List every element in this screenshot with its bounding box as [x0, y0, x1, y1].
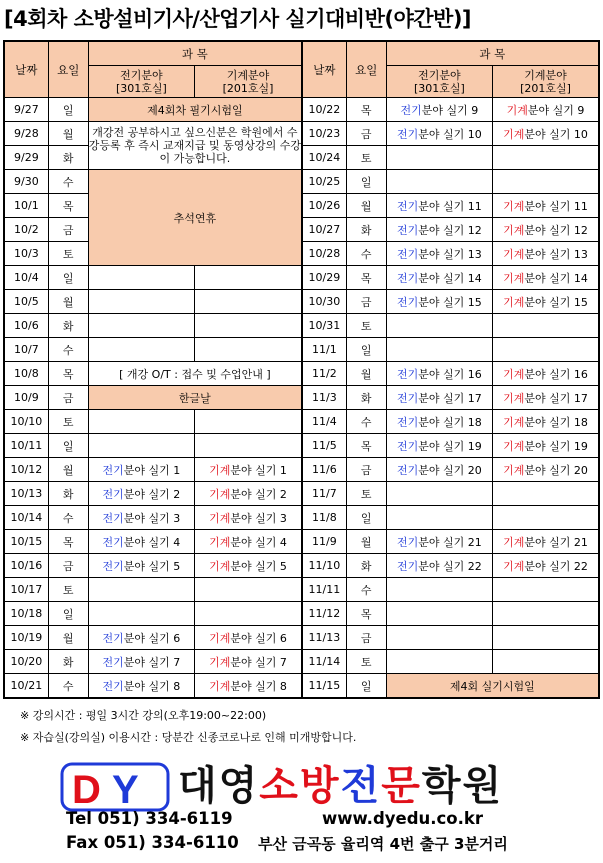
mech-class-cell — [195, 290, 302, 314]
elec-class-cell — [88, 266, 194, 290]
day-cell: 화 — [48, 146, 88, 170]
header-elec: 전기분야 [301호실] — [386, 66, 492, 98]
header-day: 요일 — [346, 41, 386, 98]
mech-class-cell — [195, 602, 302, 626]
header-subject: 과 목 — [88, 41, 302, 66]
elec-class-cell: 전기분야 실기 3 — [88, 506, 194, 530]
day-cell: 월 — [48, 290, 88, 314]
elec-class-cell — [88, 410, 194, 434]
elec-class-cell: 전기분야 실기 22 — [386, 554, 492, 578]
mech-class-cell: 기계분야 실기 7 — [195, 650, 302, 674]
date-cell: 10/10 — [4, 410, 48, 434]
fax: Fax 051) 334-6110 — [66, 833, 239, 852]
academy-logo — [60, 760, 170, 814]
day-cell: 토 — [346, 482, 386, 506]
svg-text:D: D — [72, 768, 101, 812]
date-cell: 9/27 — [4, 98, 48, 122]
date-cell: 10/27 — [302, 218, 346, 242]
table-row — [4, 650, 599, 674]
footer — [0, 752, 603, 863]
date-cell: 11/12 — [302, 602, 346, 626]
mech-class-cell — [195, 410, 302, 434]
mech-class-cell: 기계분야 실기 3 — [195, 506, 302, 530]
mech-class-cell — [493, 626, 599, 650]
elec-class-cell — [88, 338, 194, 362]
date-cell: 10/26 — [302, 194, 346, 218]
mech-class-cell — [195, 314, 302, 338]
table-row — [4, 266, 599, 290]
date-cell: 11/4 — [302, 410, 346, 434]
header-mech: 기계분야 [201호실] — [195, 66, 302, 98]
elec-class-cell: 전기분야 실기 18 — [386, 410, 492, 434]
date-cell: 10/16 — [4, 554, 48, 578]
table-row — [4, 170, 599, 194]
day-cell: 목 — [346, 266, 386, 290]
notice-cell: 개강전 공부하시고 싶으신분은 학원에서 수강등록 후 즉시 교재지급 및 동영상강의 수강이 가능합니다. — [88, 122, 302, 170]
day-cell: 일 — [48, 602, 88, 626]
table-row — [4, 290, 599, 314]
table-row — [4, 434, 599, 458]
mech-class-cell — [493, 338, 599, 362]
date-cell: 10/5 — [4, 290, 48, 314]
date-cell: 11/9 — [302, 530, 346, 554]
date-cell: 10/11 — [4, 434, 48, 458]
hangul-day-cell: 한글날 — [88, 386, 302, 410]
header-subject: 과 목 — [386, 41, 599, 66]
day-cell: 화 — [48, 314, 88, 338]
mech-class-cell: 기계분야 실기 5 — [195, 554, 302, 578]
mech-class-cell: 기계분야 실기 18 — [493, 410, 599, 434]
day-cell: 일 — [48, 266, 88, 290]
day-cell: 금 — [48, 386, 88, 410]
mech-class-cell: 기계분야 실기 15 — [493, 290, 599, 314]
header-date: 날짜 — [302, 41, 346, 98]
elec-class-cell — [88, 290, 194, 314]
written-exam-cell: 제4회차 필기시험일 — [88, 98, 302, 122]
elec-class-cell: 전기분야 실기 10 — [386, 122, 492, 146]
mech-class-cell — [493, 506, 599, 530]
orientation-cell: [ 개강 O/T : 접수 및 수업안내 ] — [88, 362, 302, 386]
mech-class-cell — [493, 578, 599, 602]
elec-class-cell: 전기분야 실기 1 — [88, 458, 194, 482]
header-elec: 전기분야 [301호실] — [88, 66, 194, 98]
elec-class-cell: 전기분야 실기 4 — [88, 530, 194, 554]
mech-class-cell — [493, 314, 599, 338]
table-row — [4, 362, 599, 386]
mech-class-cell: 기계분야 실기 21 — [493, 530, 599, 554]
mech-class-cell: 기계분야 실기 19 — [493, 434, 599, 458]
date-cell: 11/2 — [302, 362, 346, 386]
date-cell: 10/6 — [4, 314, 48, 338]
day-cell: 토 — [346, 650, 386, 674]
day-cell: 금 — [48, 554, 88, 578]
tel: Tel 051) 334-6119 — [66, 809, 233, 828]
date-cell: 11/1 — [302, 338, 346, 362]
elec-class-cell: 전기분야 실기 14 — [386, 266, 492, 290]
schedule-table — [3, 40, 600, 699]
mech-class-cell: 기계분야 실기 12 — [493, 218, 599, 242]
elec-class-cell — [386, 650, 492, 674]
day-cell: 수 — [346, 242, 386, 266]
day-cell: 화 — [346, 386, 386, 410]
mech-class-cell: 기계분야 실기 6 — [195, 626, 302, 650]
elec-class-cell: 전기분야 실기 5 — [88, 554, 194, 578]
day-cell: 일 — [48, 98, 88, 122]
day-cell: 일 — [346, 170, 386, 194]
table-row — [4, 410, 599, 434]
table-row — [4, 482, 599, 506]
elec-class-cell: 전기분야 실기 7 — [88, 650, 194, 674]
date-cell: 11/15 — [302, 674, 346, 699]
date-cell: 10/19 — [4, 626, 48, 650]
elec-class-cell — [386, 146, 492, 170]
day-cell: 목 — [48, 362, 88, 386]
day-cell: 화 — [346, 554, 386, 578]
practical-exam-cell: 제4회 실기시험일 — [386, 674, 599, 699]
elec-class-cell: 전기분야 실기 21 — [386, 530, 492, 554]
mech-class-cell — [493, 482, 599, 506]
mech-class-cell — [493, 146, 599, 170]
elec-class-cell — [88, 314, 194, 338]
note-study-room: ※ 자습실(강의실) 이용시간 : 당분간 신종코로나로 인해 미개방합니다. — [20, 731, 357, 744]
date-cell: 11/10 — [302, 554, 346, 578]
elec-class-cell — [88, 602, 194, 626]
table-row — [4, 554, 599, 578]
header-date: 날짜 — [4, 41, 48, 98]
elec-class-cell — [88, 434, 194, 458]
date-cell: 11/5 — [302, 434, 346, 458]
day-cell: 토 — [48, 578, 88, 602]
day-cell: 수 — [48, 506, 88, 530]
elec-class-cell — [386, 338, 492, 362]
day-cell: 금 — [346, 458, 386, 482]
day-cell: 일 — [346, 674, 386, 699]
mech-class-cell: 기계분야 실기 17 — [493, 386, 599, 410]
table-row — [4, 386, 599, 410]
elec-class-cell — [386, 578, 492, 602]
mech-class-cell: 기계분야 실기 20 — [493, 458, 599, 482]
elec-class-cell: 전기분야 실기 19 — [386, 434, 492, 458]
date-cell: 11/3 — [302, 386, 346, 410]
elec-class-cell — [386, 626, 492, 650]
date-cell: 10/3 — [4, 242, 48, 266]
date-cell: 10/4 — [4, 266, 48, 290]
day-cell: 수 — [48, 170, 88, 194]
notes — [20, 705, 356, 749]
mech-class-cell — [195, 266, 302, 290]
day-cell: 금 — [346, 290, 386, 314]
day-cell: 목 — [346, 98, 386, 122]
date-cell: 10/23 — [302, 122, 346, 146]
day-cell: 월 — [346, 362, 386, 386]
date-cell: 10/12 — [4, 458, 48, 482]
date-cell: 10/17 — [4, 578, 48, 602]
day-cell: 목 — [48, 530, 88, 554]
date-cell: 10/30 — [302, 290, 346, 314]
date-cell: 10/15 — [4, 530, 48, 554]
day-cell: 수 — [346, 578, 386, 602]
date-cell: 10/24 — [302, 146, 346, 170]
academy-name: 대영소방전문학원 — [178, 763, 504, 809]
elec-class-cell: 전기분야 실기 15 — [386, 290, 492, 314]
svg-text:Y: Y — [112, 768, 139, 812]
mech-class-cell: 기계분야 실기 16 — [493, 362, 599, 386]
day-cell: 일 — [346, 506, 386, 530]
elec-class-cell — [386, 170, 492, 194]
mech-class-cell: 기계분야 실기 9 — [493, 98, 599, 122]
day-cell: 토 — [48, 410, 88, 434]
elec-class-cell — [386, 314, 492, 338]
date-cell: 10/18 — [4, 602, 48, 626]
table-row — [4, 458, 599, 482]
note-lecture-time: ※ 강의시간 : 평일 3시간 강의(오후19:00~22:00) — [20, 709, 267, 722]
date-cell: 10/21 — [4, 674, 48, 699]
mech-class-cell — [195, 434, 302, 458]
address: 부산 금곡동 율리역 4번 출구 3분거리 — [258, 835, 508, 853]
day-cell: 목 — [346, 602, 386, 626]
table-row — [4, 626, 599, 650]
elec-class-cell: 전기분야 실기 16 — [386, 362, 492, 386]
day-cell: 토 — [346, 146, 386, 170]
day-cell: 금 — [346, 626, 386, 650]
date-cell: 11/11 — [302, 578, 346, 602]
table-row — [4, 122, 599, 146]
table-row — [4, 578, 599, 602]
table-row — [4, 338, 599, 362]
mech-class-cell: 기계분야 실기 8 — [195, 674, 302, 699]
mech-class-cell — [493, 170, 599, 194]
mech-class-cell: 기계분야 실기 11 — [493, 194, 599, 218]
day-cell: 월 — [346, 530, 386, 554]
date-cell: 11/6 — [302, 458, 346, 482]
date-cell: 10/13 — [4, 482, 48, 506]
mech-class-cell: 기계분야 실기 2 — [195, 482, 302, 506]
elec-class-cell: 전기분야 실기 13 — [386, 242, 492, 266]
date-cell: 10/8 — [4, 362, 48, 386]
elec-class-cell: 전기분야 실기 8 — [88, 674, 194, 699]
day-cell: 수 — [48, 674, 88, 699]
day-cell: 목 — [346, 434, 386, 458]
header-mech: 기계분야 [201호실] — [493, 66, 599, 98]
mech-class-cell: 기계분야 실기 1 — [195, 458, 302, 482]
elec-class-cell: 전기분야 실기 12 — [386, 218, 492, 242]
date-cell: 10/20 — [4, 650, 48, 674]
day-cell: 수 — [346, 410, 386, 434]
table-row — [4, 98, 599, 122]
chuseok-cell: 추석연휴 — [88, 170, 302, 266]
table-row — [4, 674, 599, 699]
mech-class-cell: 기계분야 실기 4 — [195, 530, 302, 554]
day-cell: 금 — [48, 218, 88, 242]
mech-class-cell: 기계분야 실기 10 — [493, 122, 599, 146]
day-cell: 월 — [48, 458, 88, 482]
date-cell: 10/2 — [4, 218, 48, 242]
day-cell: 화 — [346, 218, 386, 242]
date-cell: 10/25 — [302, 170, 346, 194]
day-cell: 일 — [48, 434, 88, 458]
table-row — [4, 506, 599, 530]
elec-class-cell: 전기분야 실기 2 — [88, 482, 194, 506]
day-cell: 월 — [346, 194, 386, 218]
website-link[interactable]: www.dyedu.co.kr — [322, 809, 484, 828]
mech-class-cell — [195, 338, 302, 362]
day-cell: 토 — [346, 314, 386, 338]
elec-class-cell: 전기분야 실기 20 — [386, 458, 492, 482]
day-cell: 월 — [48, 626, 88, 650]
elec-class-cell — [88, 578, 194, 602]
date-cell: 10/22 — [302, 98, 346, 122]
date-cell: 11/8 — [302, 506, 346, 530]
day-cell: 화 — [48, 650, 88, 674]
table-row — [4, 530, 599, 554]
date-cell: 11/14 — [302, 650, 346, 674]
date-cell: 10/1 — [4, 194, 48, 218]
day-cell: 일 — [346, 338, 386, 362]
table-row — [4, 602, 599, 626]
mech-class-cell: 기계분야 실기 13 — [493, 242, 599, 266]
date-cell: 9/30 — [4, 170, 48, 194]
date-cell: 9/29 — [4, 146, 48, 170]
elec-class-cell — [386, 482, 492, 506]
date-cell: 10/29 — [302, 266, 346, 290]
date-cell: 11/7 — [302, 482, 346, 506]
date-cell: 10/31 — [302, 314, 346, 338]
mech-class-cell — [195, 578, 302, 602]
date-cell: 10/7 — [4, 338, 48, 362]
date-cell: 10/28 — [302, 242, 346, 266]
day-cell: 월 — [48, 122, 88, 146]
elec-class-cell — [386, 506, 492, 530]
date-cell: 11/13 — [302, 626, 346, 650]
mech-class-cell: 기계분야 실기 22 — [493, 554, 599, 578]
elec-class-cell: 전기분야 실기 17 — [386, 386, 492, 410]
mech-class-cell — [493, 650, 599, 674]
day-cell: 토 — [48, 242, 88, 266]
elec-class-cell: 전기분야 실기 11 — [386, 194, 492, 218]
elec-class-cell — [386, 602, 492, 626]
day-cell: 수 — [48, 338, 88, 362]
header-day: 요일 — [48, 41, 88, 98]
mech-class-cell: 기계분야 실기 14 — [493, 266, 599, 290]
table-row — [4, 314, 599, 338]
elec-class-cell: 전기분야 실기 6 — [88, 626, 194, 650]
day-cell: 금 — [346, 122, 386, 146]
elec-class-cell: 전기분야 실기 9 — [386, 98, 492, 122]
mech-class-cell — [493, 602, 599, 626]
day-cell: 목 — [48, 194, 88, 218]
date-cell: 9/28 — [4, 122, 48, 146]
date-cell: 10/14 — [4, 506, 48, 530]
page-title: [4회차 소방설비기사/산업기사 실기대비반(야간반)] — [4, 7, 472, 31]
day-cell: 화 — [48, 482, 88, 506]
date-cell: 10/9 — [4, 386, 48, 410]
